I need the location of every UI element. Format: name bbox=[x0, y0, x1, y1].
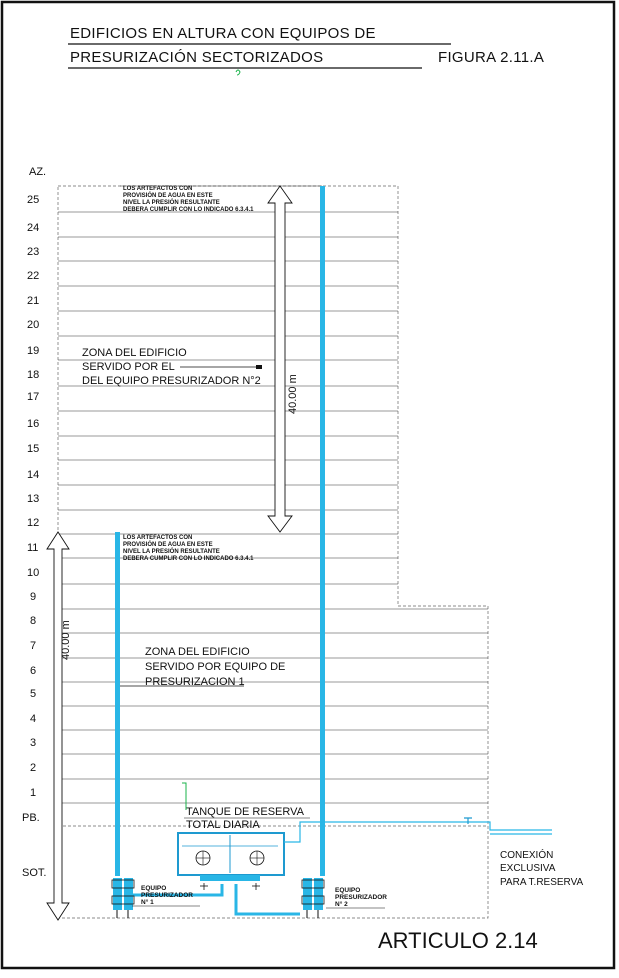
floor-label: 13 bbox=[27, 493, 40, 505]
floor-label: 21 bbox=[27, 295, 40, 307]
connection-label bbox=[500, 848, 584, 888]
floor-label: 3 bbox=[30, 737, 37, 749]
valve-mark-icon bbox=[464, 818, 472, 824]
note-line: DEBERA CUMPLIR CON LO INDICADO 6.3.4.1 bbox=[123, 556, 254, 562]
tank-label-line: TOTAL DIARIA bbox=[186, 819, 260, 831]
floor-label: 16 bbox=[27, 418, 40, 430]
equipment-label-line: N° 1 bbox=[141, 899, 154, 906]
title-line-2: PRESURIZACIÓN SECTORIZADOS bbox=[70, 49, 324, 66]
floor-lines bbox=[58, 212, 488, 803]
floor-label: 4 bbox=[30, 713, 37, 725]
floor-label: 12 bbox=[27, 517, 40, 529]
floor-label: 20 bbox=[27, 319, 40, 331]
floor-label: 5 bbox=[30, 688, 37, 700]
equipment-2-label bbox=[335, 887, 387, 908]
zone-label-line: SERVIDO POR EL bbox=[82, 361, 175, 373]
zone-label-line: DEL EQUIPO PRESURIZADOR N°2 bbox=[82, 375, 261, 387]
reserve-tank bbox=[178, 833, 284, 890]
floor-label: 10 bbox=[27, 567, 40, 579]
zone-label-line: PRESURIZACION 1 bbox=[145, 676, 245, 688]
note-line: PROVISIÓN DE AGUA EN ESTE bbox=[123, 542, 213, 548]
note-line: NIVEL LA PRESIÓN RESULTANTE bbox=[123, 549, 220, 555]
lower-dimension-arrow bbox=[47, 532, 69, 920]
note-line: DEBERA CUMPLIR CON LO INDICADO 6.3.4.1 bbox=[123, 207, 254, 213]
connection-label-line: EXCLUSIVA bbox=[500, 863, 556, 874]
floor-label: AZ. bbox=[29, 166, 47, 178]
floor-label: 14 bbox=[27, 469, 40, 481]
upper-dimension-label: 40.00 m bbox=[287, 374, 299, 414]
floor-label: 6 bbox=[30, 665, 37, 677]
upper-dimension-arrow bbox=[268, 186, 292, 532]
note-line: PROVISIÓN DE AGUA EN ESTE bbox=[123, 193, 213, 199]
pump-group-1 bbox=[112, 878, 134, 918]
connection-label-line: CONEXIÓN bbox=[500, 850, 554, 861]
floor-label: 18 bbox=[27, 369, 40, 381]
connection-label-line: PARA T.RESERVA bbox=[500, 877, 584, 888]
title-line-1: EDIFICIOS EN ALTURA CON EQUIPOS DE bbox=[70, 25, 376, 42]
equipment-label-line: N° 2 bbox=[335, 901, 348, 908]
floor-label: 15 bbox=[27, 443, 40, 455]
floor-label: 2 bbox=[30, 762, 37, 774]
floor-label: 25 bbox=[27, 194, 40, 206]
note-line: LOS ARTEFACTOS CON bbox=[123, 535, 193, 541]
lower-dimension-label: 40.00 m bbox=[60, 620, 72, 660]
riser-zone-2 bbox=[320, 186, 325, 876]
floor-label: 7 bbox=[30, 640, 37, 652]
equipment-label-line: EQUIPO bbox=[141, 885, 167, 892]
figure-number: FIGURA 2.11.A bbox=[438, 49, 545, 66]
floor-label: 11 bbox=[27, 542, 39, 554]
floor-label: 1 bbox=[30, 787, 37, 799]
riser-zone-1 bbox=[115, 532, 120, 876]
upper-zone-note bbox=[123, 186, 254, 213]
floor-label: 22 bbox=[27, 270, 40, 282]
zone-label-line: SERVIDO POR EQUIPO DE bbox=[145, 661, 286, 673]
tank-label bbox=[186, 806, 305, 831]
note-line: LOS ARTEFACTOS CON bbox=[123, 186, 193, 192]
zone-label-line: ZONA DEL EDIFICIO bbox=[145, 646, 250, 658]
zone-label-line: ZONA DEL EDIFICIO bbox=[82, 347, 187, 359]
lower-zone-note bbox=[123, 535, 254, 562]
equipment-label-line: PRESURIZADOR bbox=[141, 892, 194, 899]
floor-label: 8 bbox=[30, 615, 37, 627]
floor-label: 24 bbox=[27, 222, 40, 234]
floor-labels bbox=[22, 166, 46, 879]
floor-label: 23 bbox=[27, 246, 40, 258]
floor-label: SOT. bbox=[22, 867, 47, 879]
floor-label: 19 bbox=[27, 345, 40, 357]
article-label: ARTICULO 2.14 bbox=[378, 928, 538, 953]
note-line: NIVEL LA PRESIÓN RESULTANTE bbox=[123, 200, 220, 206]
floor-label: 9 bbox=[30, 591, 37, 603]
green-mark bbox=[236, 70, 240, 75]
floor-label: PB. bbox=[22, 812, 40, 824]
equipment-label-line: PRESURIZADOR bbox=[335, 894, 388, 901]
equipment-label-line: EQUIPO bbox=[335, 887, 361, 894]
pump-group-2 bbox=[302, 878, 324, 918]
equipment-1-label bbox=[141, 885, 193, 906]
collector-pipe-2 bbox=[236, 884, 300, 914]
upper-zone-leader-end bbox=[256, 365, 262, 369]
floor-label: 17 bbox=[27, 391, 40, 403]
tank-label-line: TANQUE DE RESERVA bbox=[186, 806, 304, 818]
